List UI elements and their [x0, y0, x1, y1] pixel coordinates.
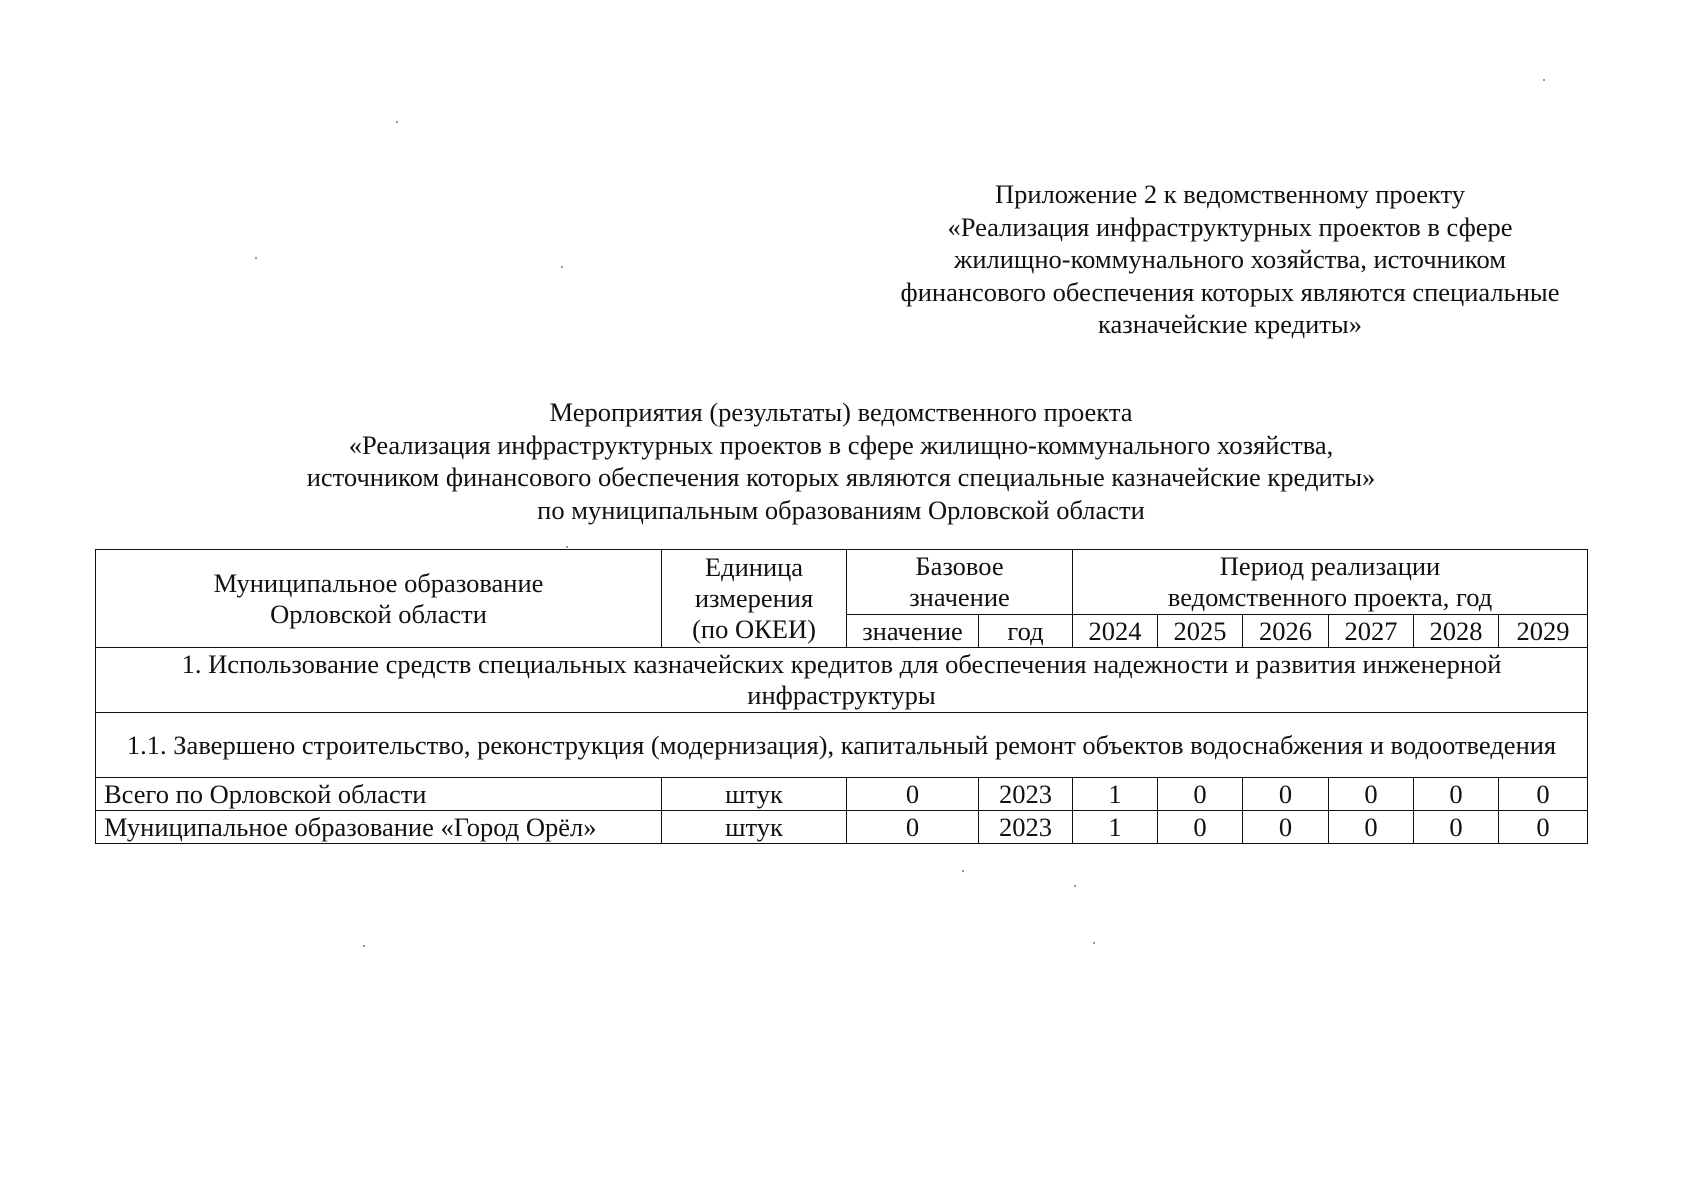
scan-speck — [1093, 942, 1095, 944]
header-year: 2025 — [1158, 615, 1243, 648]
scan-speck — [1543, 79, 1545, 81]
header-municipality: Муниципальное образование Орловской области — [96, 550, 662, 648]
row-value-2028: 0 — [1414, 778, 1499, 811]
scan-speck — [363, 945, 365, 947]
row-base-year: 2023 — [979, 811, 1073, 844]
header-year: 2029 — [1499, 615, 1588, 648]
document-title — [95, 396, 1587, 526]
header-year: 2024 — [1073, 615, 1158, 648]
row-value-2024: 1 — [1073, 778, 1158, 811]
header-unit: Единица измерения (по ОКЕИ) — [662, 550, 847, 648]
scan-speck — [962, 870, 964, 872]
row-value-2026: 0 — [1243, 778, 1329, 811]
row-value-2024: 1 — [1073, 811, 1158, 844]
table-row — [96, 811, 1588, 844]
row-value-2029: 0 — [1499, 778, 1588, 811]
header-base: Базовое значение — [847, 550, 1073, 615]
header-year: 2026 — [1243, 615, 1329, 648]
row-municipality: Муниципальное образование «Город Орёл» — [96, 811, 662, 844]
row-value-2026: 0 — [1243, 811, 1329, 844]
row-value-2025: 0 — [1158, 778, 1243, 811]
header-base-year: год — [979, 615, 1073, 648]
section-row — [96, 713, 1588, 778]
header-row — [96, 550, 1588, 615]
row-base-value: 0 — [847, 778, 979, 811]
row-unit: штук — [662, 778, 847, 811]
row-unit: штук — [662, 811, 847, 844]
section-row — [96, 648, 1588, 713]
section-1-1-heading: 1.1. Завершено строительство, реконструкция (модернизация), капитальный ремонт объектов водоснабжения и водоотведения — [96, 713, 1588, 778]
row-value-2027: 0 — [1329, 811, 1414, 844]
row-value-2028: 0 — [1414, 811, 1499, 844]
scan-speck — [561, 266, 563, 268]
appendix-line: финансового обеспечения которых являются специальные — [900, 276, 1560, 307]
title-line: Мероприятия (результаты) ведомственного проекта — [549, 397, 1133, 427]
appendix-line: жилищно-коммунального хозяйства, источником — [954, 244, 1506, 274]
scan-speck — [1074, 885, 1076, 887]
row-municipality: Всего по Орловской области — [96, 778, 662, 811]
table-row — [96, 778, 1588, 811]
row-value-2029: 0 — [1499, 811, 1588, 844]
row-base-value: 0 — [847, 811, 979, 844]
header-year: 2028 — [1414, 615, 1499, 648]
row-base-year: 2023 — [979, 778, 1073, 811]
header-period: Период реализации ведомственного проекта, год — [1073, 550, 1588, 615]
section-1-heading: 1. Использование средств специальных казначейских кредитов для обеспечения надежности и развития инженерной инфраструктуры — [96, 648, 1588, 713]
row-value-2025: 0 — [1158, 811, 1243, 844]
scan-speck — [566, 546, 568, 548]
results-table — [95, 549, 1588, 844]
appendix-line: Приложение 2 к ведомственному проекту — [995, 179, 1465, 209]
appendix-note — [840, 178, 1620, 341]
scan-speck — [396, 121, 398, 123]
header-year: 2027 — [1329, 615, 1414, 648]
title-line: по муниципальным образованиям Орловской области — [537, 494, 1145, 525]
title-line: «Реализация инфраструктурных проектов в сфере жилищно-коммунального хозяйства, — [348, 429, 1334, 460]
appendix-line: «Реализация инфраструктурных проектов в сфере — [947, 211, 1513, 242]
title-line: источником финансового обеспечения которых являются специальные казначейские кредиты» — [306, 462, 1376, 492]
scan-speck — [255, 257, 257, 259]
row-value-2027: 0 — [1329, 778, 1414, 811]
appendix-line: казначейские кредиты» — [1098, 309, 1362, 339]
header-base-value: значение — [847, 615, 979, 648]
